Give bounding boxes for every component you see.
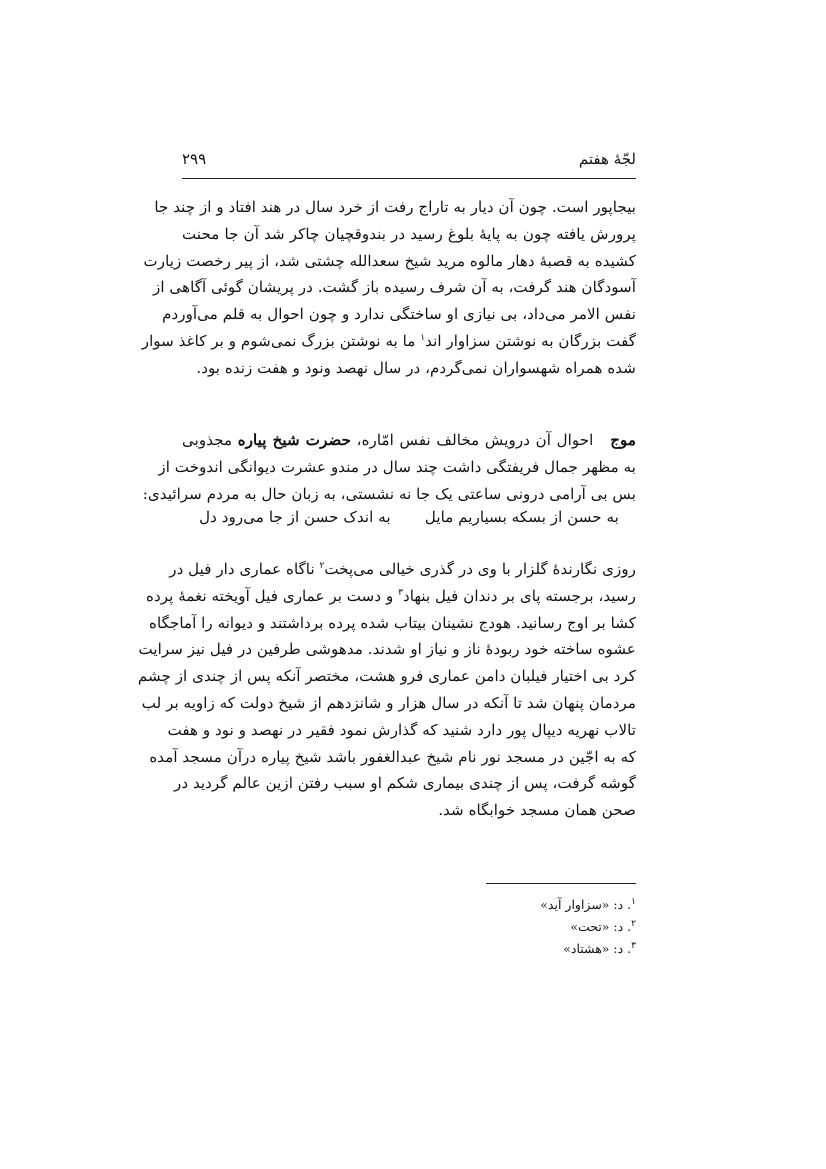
text-line: صحن همان مسجد خوابگاه شد. (438, 801, 636, 820)
paragraph-2 (142, 427, 637, 507)
text-line (146, 583, 636, 610)
text-line: نفس الامر می‌داد، بی نیازی او ساختگی ندارد و چون احوال به قلم می‌آوردم (162, 305, 636, 324)
footnote-text: . د: «تحت» (570, 919, 632, 934)
text-segment: مجذوبی (182, 431, 238, 449)
verse-line (182, 505, 636, 529)
text-line: کشیده به قصبهٔ دهار مالوه مرید شیخ سعدالله چشتی شد، از پیر رخصت زیارت (143, 251, 636, 270)
hemistich-2: به اندک حسن از جا می‌رود دل (199, 508, 391, 526)
footnote-number: ۱ (631, 896, 636, 907)
text-line (182, 427, 636, 454)
footnote-divider (486, 883, 636, 884)
text-line (141, 328, 636, 355)
footnote-2 (436, 916, 636, 938)
section-heading: موج (610, 431, 637, 449)
text-line: کشا بر اوج رسانید. هودج نشینان بیتاب شده پرده برداشتند و دیوانه را آماجگاه (149, 613, 636, 632)
text-line: گوشه گرفت، پس از چندی بیماری شکم او سبب رفتن ازین عالم گردید در (174, 774, 636, 793)
footnote-ref-2[interactable]: ۲ (319, 560, 325, 571)
footnote-ref-1[interactable]: ۱ (420, 332, 426, 343)
text-line: بس بی آرامی درونی ساعتی یک جا نه نشستی، به زبان حال به مردم سرائیدی: (142, 484, 636, 503)
text-segment: رسید، برجسته پای بر دندان فیل بنهاد (403, 586, 636, 605)
text-segment: گفت بزرگان به نوشتن سزاوار اند (425, 331, 636, 350)
text-line (169, 556, 636, 583)
verse-couplet (182, 505, 636, 529)
text-line: پرورش یافته چون به پایهٔ بلوغ رسید در بندوقچیان چاکر شد آن جا محنت (182, 224, 636, 243)
text-line: به مظهر جمال فریفتگی داشت چند سال در مندو عشرت دیوانگی اندوخت از (158, 457, 636, 476)
footnote-ref-3[interactable]: ۳ (398, 587, 404, 598)
chapter-title: لجّهٔ هفتم (578, 150, 636, 168)
text-line: عشوه ساخته خود ربودهٔ ناز و نیاز او شدند. مدهوشی طرفین در فیل نیز سرایت (138, 640, 636, 659)
footnote-text: . د: «هشتاد» (563, 941, 632, 956)
footnote-1 (436, 894, 636, 916)
text-line: بیجاپور است. چون آن دیار به تاراج رفت از خرد سال در هند افتاد و از چند جا (154, 198, 636, 216)
paragraph-3 (137, 556, 636, 824)
footnotes (436, 894, 636, 960)
text-line: کرد بی اختیار فیلبان دامن عماری فرو هشت، مختصر آنکه پس از چندی از چشم (137, 667, 636, 686)
hemistich-1: به حسن از بسکه بسیاریم مایل (424, 508, 619, 526)
footnote-text: . د: «سزاوار آید» (540, 897, 632, 912)
text-line: شده همراه شهسواران نمی‌گردم، در سال نهصد ونود و هفت زنده بود. (196, 358, 636, 377)
footnote-number: ۳ (631, 940, 636, 951)
text-line: که به اجّین در مسجد نور نام شیخ عبدالغفور باشد شیخ پیاره درآن مسجد آمده (149, 747, 636, 766)
shaykh-name: حضرت شیخ پیاره (237, 431, 352, 449)
text-line: مردمان پنهان شد تا آنکه در سال هزار و شانزدهم از شیخ دولت که زاویه بر لب (141, 693, 636, 712)
text-segment: ما به نوشتن بزرگ نمی‌شوم و بر کاغذ سوار (141, 331, 421, 350)
text-line: تالاب نهریه دیپال پور دارد شنید که گذارش نمود فقیر در نهصد و نود و هفت (167, 720, 636, 739)
text-line: آسودگان هند گرفت، به آن شرف رسیده باز گشت. در پریشان گوئی آگاهی از (153, 278, 636, 297)
text-segment: روزی نگارندهٔ گلزار با وی در گذری خیالی می‌پخت (324, 560, 636, 578)
footnote-number: ۲ (631, 918, 636, 929)
text-segment: احوال آن درویش مخالف نفس امّاره، (356, 431, 594, 449)
footnote-3 (436, 938, 636, 960)
paragraph-1 (141, 194, 636, 382)
running-header (182, 150, 636, 179)
page-number: ۲۹۹ (182, 150, 207, 168)
text-segment: و دست بر عماری فیل آویخته نغمهٔ پرده (146, 586, 399, 605)
text-segment: ناگاه عماری دار فیل در (169, 560, 320, 578)
